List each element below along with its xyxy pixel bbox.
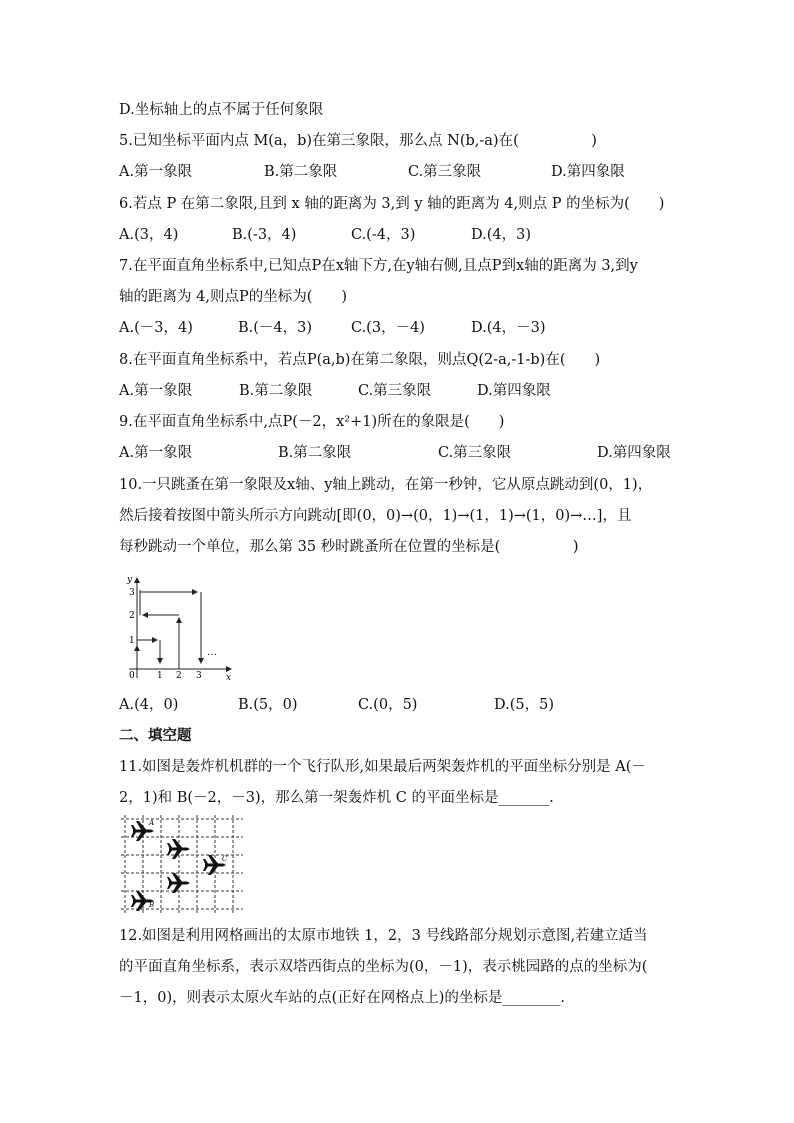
option-d: D.(4，－3) xyxy=(471,320,546,336)
option-d: D.(5，5) xyxy=(494,697,554,713)
option-b: B.第二象限 xyxy=(278,445,352,461)
plane-label-c: C xyxy=(222,855,228,863)
option-d: D.第四象限 xyxy=(551,164,625,180)
option-d-q4: D.坐标轴上的点不属于任何象限 xyxy=(119,102,324,118)
option-c: C.第三象限 xyxy=(438,445,512,461)
x-tick-3: 3 xyxy=(196,671,202,681)
option-a: A.第一象限 xyxy=(119,383,193,399)
flea-jump-diagram xyxy=(119,570,239,685)
x-tick-1: 1 xyxy=(157,671,163,681)
ellipsis: … xyxy=(207,647,217,658)
question-5: 5.已知坐标平面内点 M(a，b)在第三象限，那么点 N(b,-a)在( ) xyxy=(119,133,597,149)
question-12-line2: 的平面直角坐标系，表示双塔西街点的坐标为(0，－1)，表示桃园路的点的坐标为( xyxy=(119,959,648,975)
x-tick-2: 2 xyxy=(176,671,182,681)
option-b: B.第二象限 xyxy=(264,164,338,180)
option-a: A.(－3，4) xyxy=(119,320,193,336)
option-d: D.第四象限 xyxy=(597,445,671,461)
option-b: B.(5，0) xyxy=(238,697,298,713)
question-10-line3: 每秒跳动一个单位，那么第 35 秒时跳蚤所在位置的坐标是( ) xyxy=(119,539,579,555)
question-7-line2: 轴的距离为 4,则点P的坐标为( ) xyxy=(119,289,348,305)
option-c: C.(-4，3) xyxy=(351,227,416,243)
section-heading-fill-in: 二、填空题 xyxy=(119,728,192,744)
bomber-formation-diagram xyxy=(119,815,245,915)
question-10-line1: 10.一只跳蚤在第一象限及x轴、y轴上跳动，在第一秒钟，它从原点跳动到(0，1)， xyxy=(119,477,653,493)
question-11-line2: 2，1)和 B(－2，－3)，那么第一架轰炸机 C 的平面坐标是_______. xyxy=(119,790,554,806)
option-b: B.(－4，3) xyxy=(238,320,313,336)
y-tick-2: 2 xyxy=(129,611,135,621)
option-a: A.第一象限 xyxy=(119,164,193,180)
question-9: 9.在平面直角坐标系中,点P(－2，x²+1)所在的象限是( ) xyxy=(119,414,505,430)
question-10-line2: 然后接着按图中箭头所示方向跳动[即(0，0)→(0，1)→(1，1)→(1，0)→…]，且 xyxy=(119,508,632,524)
option-a: A.(4，0) xyxy=(119,697,179,713)
option-d: D.第四象限 xyxy=(477,383,551,399)
option-c: C.第三象限 xyxy=(408,164,482,180)
plane-label-a: A xyxy=(149,819,155,827)
plane-label-b: B xyxy=(149,901,155,909)
y-tick-3: 3 xyxy=(129,588,135,598)
question-6: 6.若点 P 在第二象限,且到 x 轴的距离为 3,到 y 轴的距离为 4,则点 P 的坐标为( ) xyxy=(119,196,665,212)
question-7-line1: 7.在平面直角坐标系中,已知点P在x轴下方,在y轴右侧,且点P到x轴的距离为 3,到y xyxy=(119,258,638,274)
question-12-line3: －1，0)，则表示太原火车站的点(正好在网格点上)的坐标是________. xyxy=(119,990,566,1006)
option-b: B.(-3，4) xyxy=(232,227,297,243)
option-a: A.第一象限 xyxy=(119,445,193,461)
y-axis-label: y xyxy=(127,575,133,585)
origin-label: 0 xyxy=(129,671,135,681)
option-a: A.(3，4) xyxy=(119,227,179,243)
question-12-line1: 12.如图是利用网格画出的太原市地铁 1，2，3 号线路部分规划示意图,若建立适当 xyxy=(119,928,648,944)
option-c: C.第三象限 xyxy=(358,383,432,399)
option-d: D.(4，3) xyxy=(471,227,531,243)
option-b: B.第二象限 xyxy=(239,383,313,399)
question-8: 8.在平面直角坐标系中，若点P(a,b)在第二象限，则点Q(2-a,-1-b)在( ) xyxy=(119,352,601,368)
y-tick-1: 1 xyxy=(129,636,135,646)
option-c: C.(0，5) xyxy=(358,697,418,713)
x-axis-label: x xyxy=(226,673,232,683)
question-11-line1: 11.如图是轰炸机机群的一个飞行队形,如果最后两架轰炸机的平面坐标分别是 A(－ xyxy=(119,759,646,775)
option-c: C.(3，－4) xyxy=(351,320,425,336)
